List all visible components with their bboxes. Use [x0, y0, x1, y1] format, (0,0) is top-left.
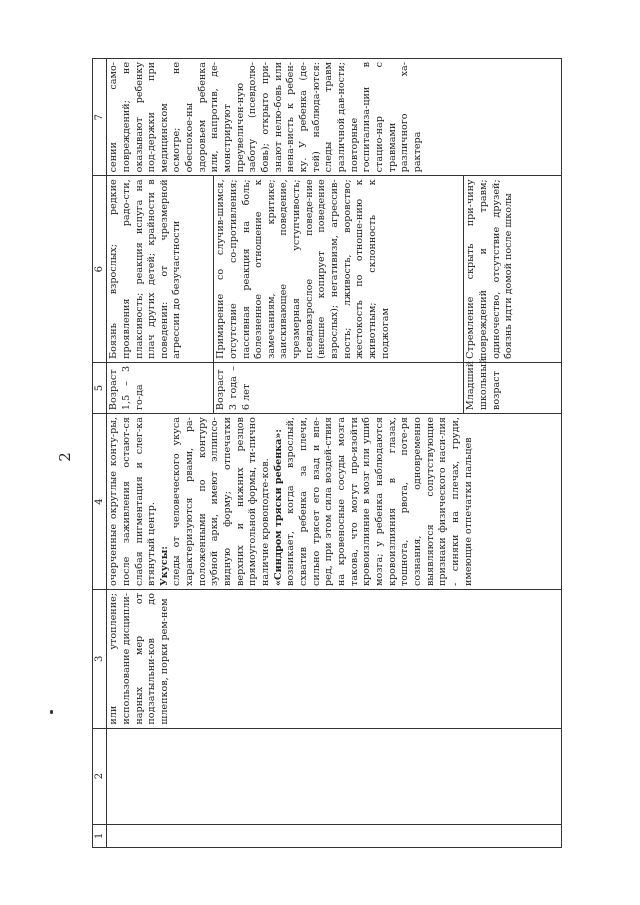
age-1: Возраст 1,5 – 3 го-да: [108, 365, 145, 411]
header-col-2: 2: [93, 728, 107, 824]
header-col-5: 5: [93, 362, 107, 413]
col6-text-1: Боязнь взрослых; редкие проявления радо-сти, плаксивость; реакция испуга на плач других детей; крайности в поведении: от чрезмерной агрессии до безучастности: [108, 179, 183, 359]
rotated-table-frame: [92, 58, 562, 848]
col4-line-1: очерченные округлые конту-ры, после заживления остают-ся слабая пигментация и слег-ка втянутый центр.: [108, 417, 158, 586]
cell-col-6: [107, 176, 562, 363]
data-table: [92, 58, 562, 848]
age-block-2: [213, 363, 463, 413]
cell-col-4: [107, 414, 562, 590]
age-block-3: [463, 357, 504, 413]
age-block-1: [107, 363, 213, 413]
col4-line-5: возникает, когда взрослый, схватив ребенка за плечи, сильно трясет его взад и впе-ред, при этом сила воздей-ствия на кровеносные сосуды мозга такова, что могут про-изойти кровоизлияние в мозг или ушиб мозга; у ребенка наблюдаются кровоизлияния в глазах, тошнота, рвота, поте-ря сознания, одновременно выявляются сопутствующие признаки физического наси-лия - синяки на плечах, груди, имеющие отпечатки пальцев: [285, 417, 474, 586]
header-col-1: 1: [93, 824, 107, 847]
age-3: Младший школьный возраст: [465, 357, 502, 411]
col4-heading-bites: Укусы:: [158, 546, 170, 586]
page-number: 2: [55, 452, 74, 462]
header-col-6: 6: [93, 176, 107, 363]
scan-speck: [50, 710, 53, 714]
table-sheet: [92, 58, 562, 848]
col7-text: сении само-повреждений; не оказывают ребенку под-держки при медицинском осмотре; не обеспокое-ны здоровьем ребенка или, напротив, де-монстрируют преувеличен-ную заботу (псевдолю-бовь); открыто при-знают нелю-бовь или нена-висть к ребен-ку. У ребенка (де-тей) наблюда-ются: следы травм различной дав-ности; повторные госпитализа-ции в стацио-нар с травмами различного ха-рактера: [108, 62, 423, 173]
age-2: Возраст 3 года – 6 лет: [215, 365, 252, 411]
col6-text-2: Примирение со случив-шимся, отсутствие со-противления; пассивная реакция на боль; болезненное отношение к замечаниям, критике; заискивающее поведение, чрезмерная уступчивость; псевдовзрослое поведе-ние (внешне копирует поведение взрослых); негативизм, агрессив-ность; лживость, воровство; жестокость по отноше-нию к животным; склонность к поджогам: [215, 179, 391, 359]
cell-col-7: [107, 59, 562, 176]
cell-col-5: [107, 357, 562, 413]
col6-block-3: [463, 176, 517, 362]
cell-col-3: [107, 590, 562, 729]
header-col-3: 3: [93, 590, 107, 729]
col6-block-2: [213, 176, 463, 362]
col4-line-3: следы от человеческого укуса характеризуются рвами, ра-положенными по контуру зубной арки, имеют эллипсо-видную форму; отпечатки верхних и нижних резцов прямоугольной формы, ти-пично наличие кровоподте-ков.: [171, 417, 272, 586]
col6-block-1: [107, 176, 213, 362]
col6-text-3: Стремление скрыть при-чину повреждений и травм; одиночество, отсутствие друзей; боязнь идти домой после школы: [465, 179, 515, 359]
header-col-7: 7: [93, 59, 107, 176]
table-row: [107, 59, 562, 848]
header-row: [93, 59, 107, 848]
cell-col-1: [107, 824, 562, 847]
col3-text: или утопление; использование дисципли-нарных мер от подзатыльни-ков до шлепков, порки рем-нем: [108, 593, 170, 725]
col4-heading-shaken-baby: «Синдром тряски ребенка»:: [272, 429, 284, 586]
cell-col-2: [107, 728, 562, 824]
header-col-4: 4: [93, 414, 107, 590]
